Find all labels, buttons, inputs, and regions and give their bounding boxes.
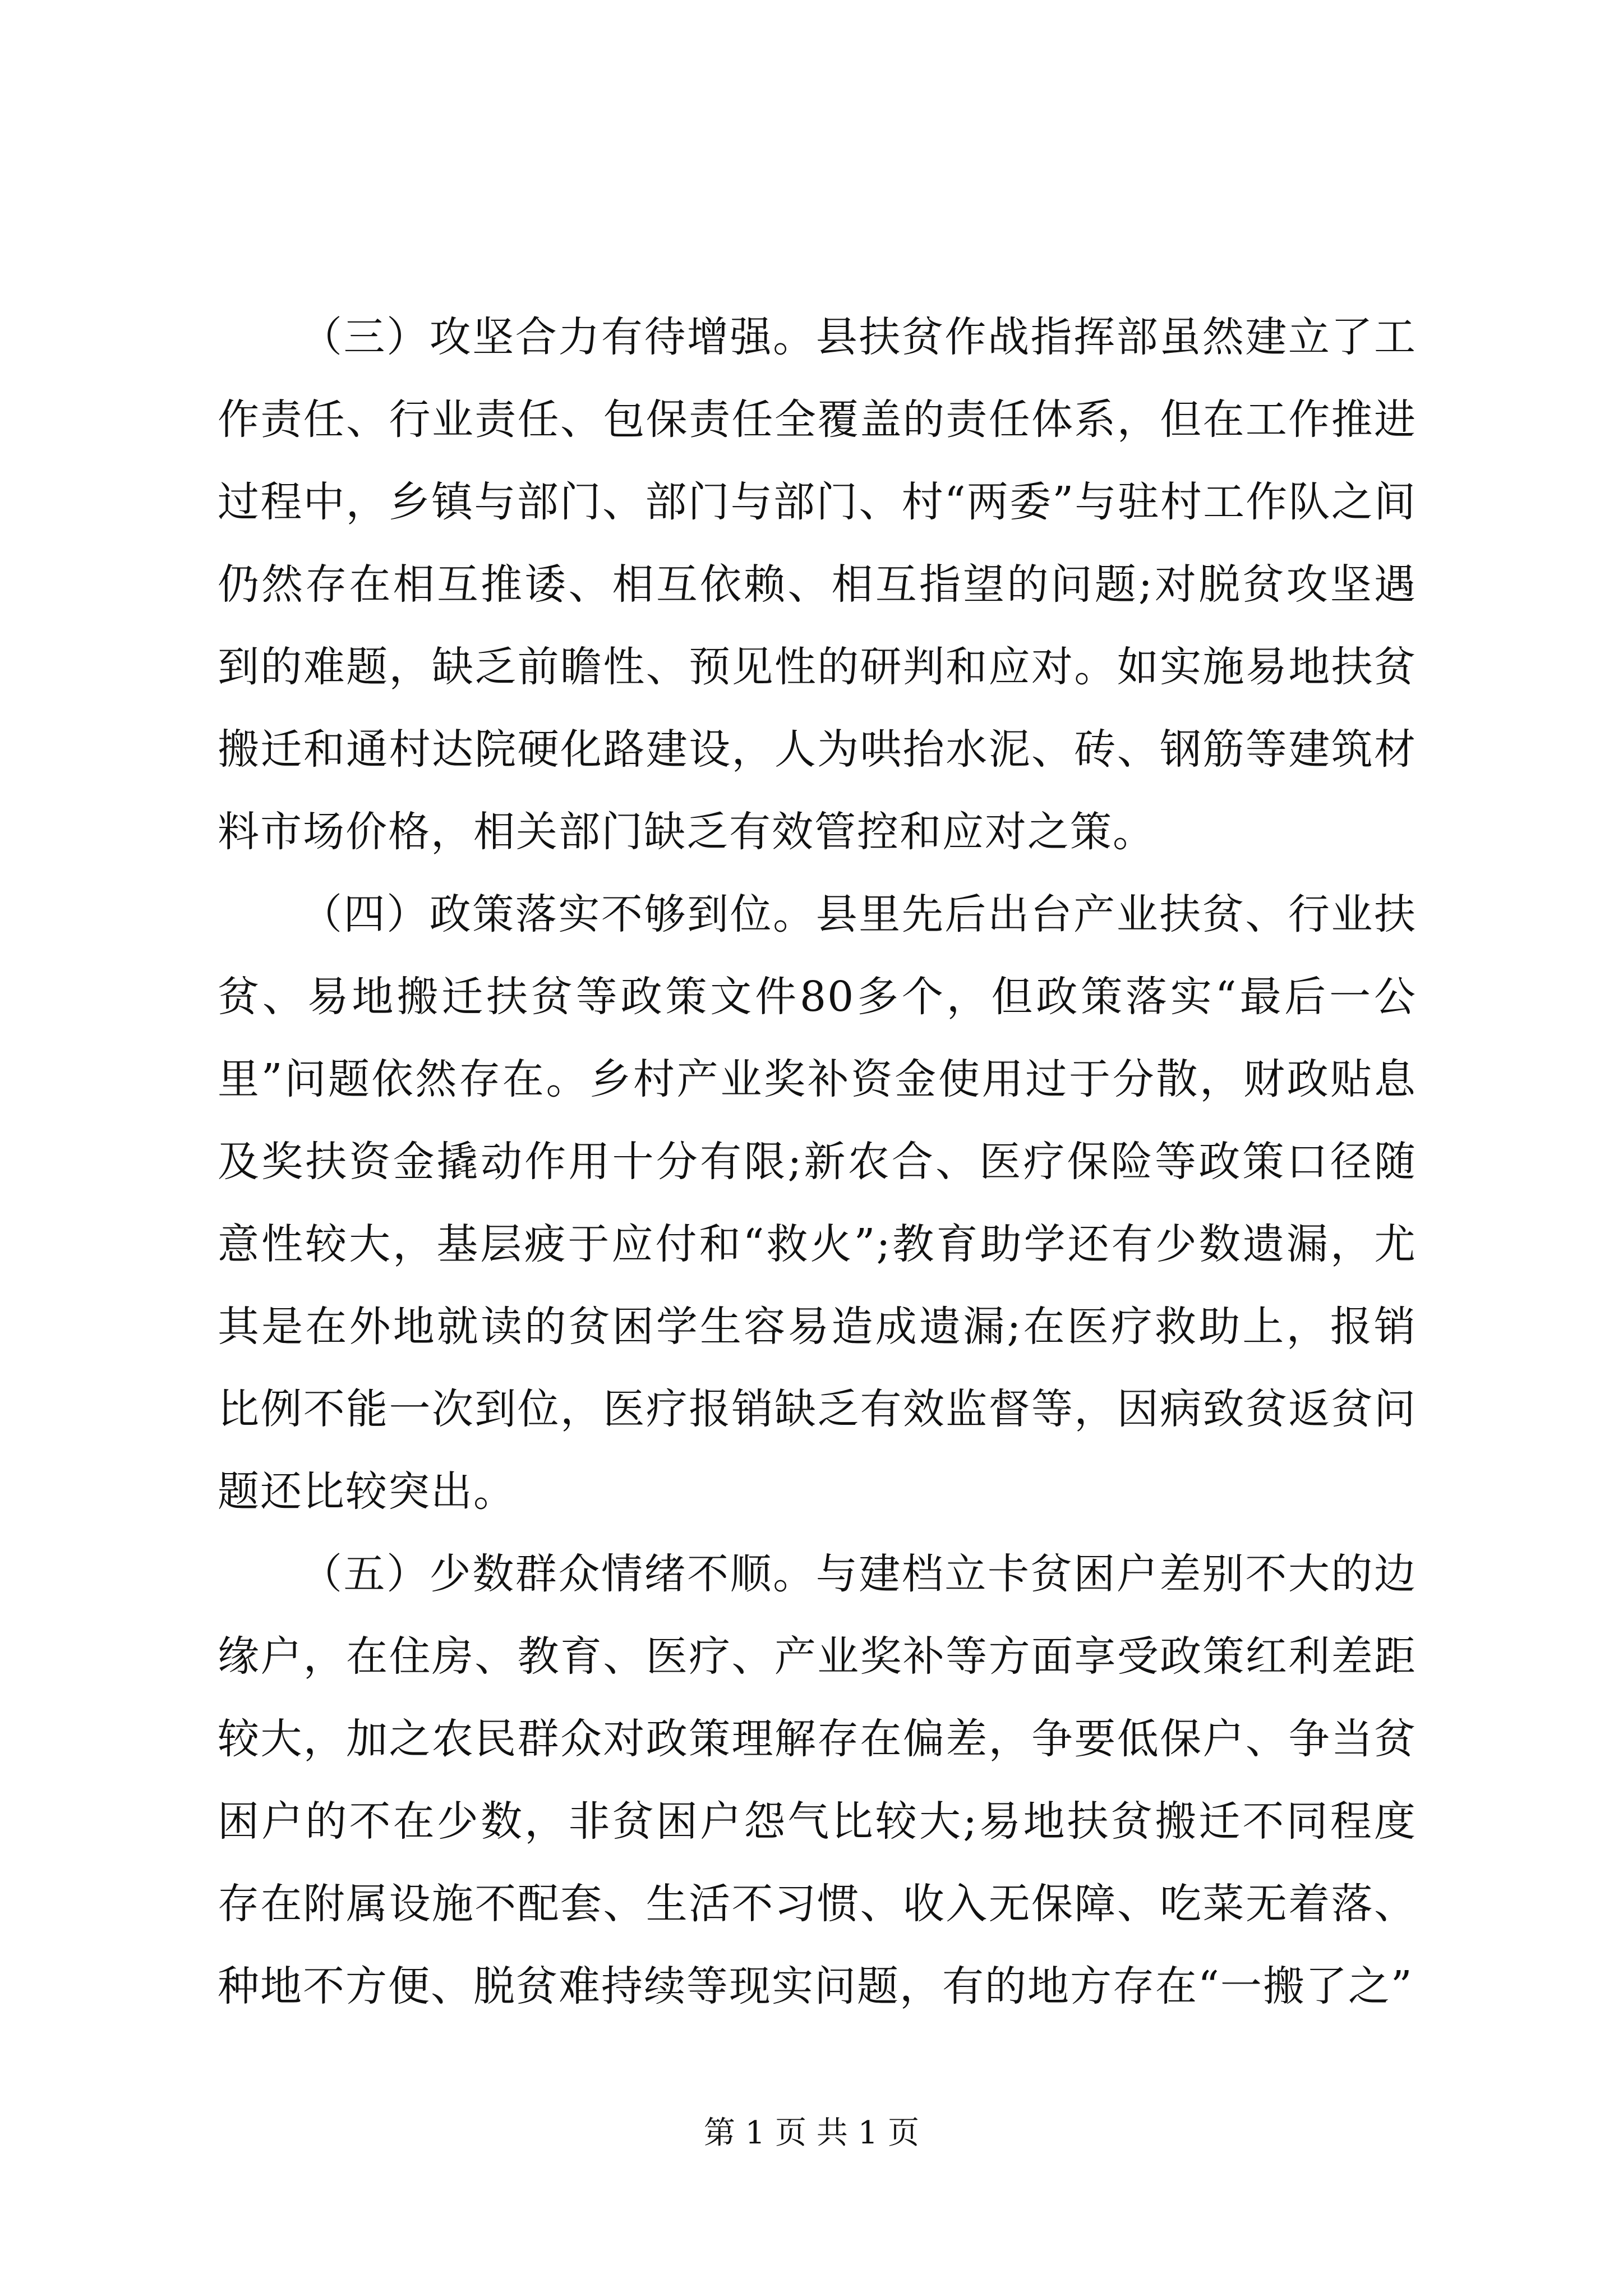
- document-body: [218, 296, 1417, 2028]
- page-footer: 第 1 页 共 1 页: [703, 2115, 920, 2151]
- paragraph-4: （四）政策落实不够到位。县里先后出台产业扶贫、行业扶贫、易地搬迁扶贫等政策文件80多个，但政策落实“最后一公里”问题依然存在。乡村产业奖补资金使用过于分散，财政贴息及奖扶资金撬动作用十分有限;新农合、医疗保险等政策口径随意性较大，基层疲于应付和“救火”;教育助学还有少数遗漏，尤其是在外地就读的贫困学生容易造成遗漏;在医疗救助上，报销比例不能一次到位，医疗报销缺乏有效监督等，因病致贫返贫问题还比较突出。: [218, 890, 1417, 1516]
- paragraph-3: （三）攻坚合力有待增强。县扶贫作战指挥部虽然建立了工作责任、行业责任、包保责任全覆盖的责任体系，但在工作推进过程中，乡镇与部门、部门与部门、村“两委”与驻村工作队之间仍然存在相互推诿、相互依赖、相互指望的问题;对脱贫攻坚遇到的难题，缺乏前瞻性、预见性的研判和应对。如实施易地扶贫搬迁和通村达院硬化路建设，人为哄抬水泥、砖、钢筋等建筑材料市场价格，相关部门缺乏有效管控和应对之策。: [218, 313, 1417, 856]
- paragraph-5: （五）少数群众情绪不顺。与建档立卡贫困户差别不大的边缘户，在住房、教育、医疗、产业奖补等方面享受政策红利差距较大，加之农民群众对政策理解存在偏差，争要低保户、争当贫困户的不在少数，非贫困户怨气比较大;易地扶贫搬迁不同程度存在附属设施不配套、生活不习惯、收入无保障、吃菜无着落、种地不方便、脱贫难持续等现实问题，有的地方存在“一搬了之”: [218, 1550, 1417, 2010]
